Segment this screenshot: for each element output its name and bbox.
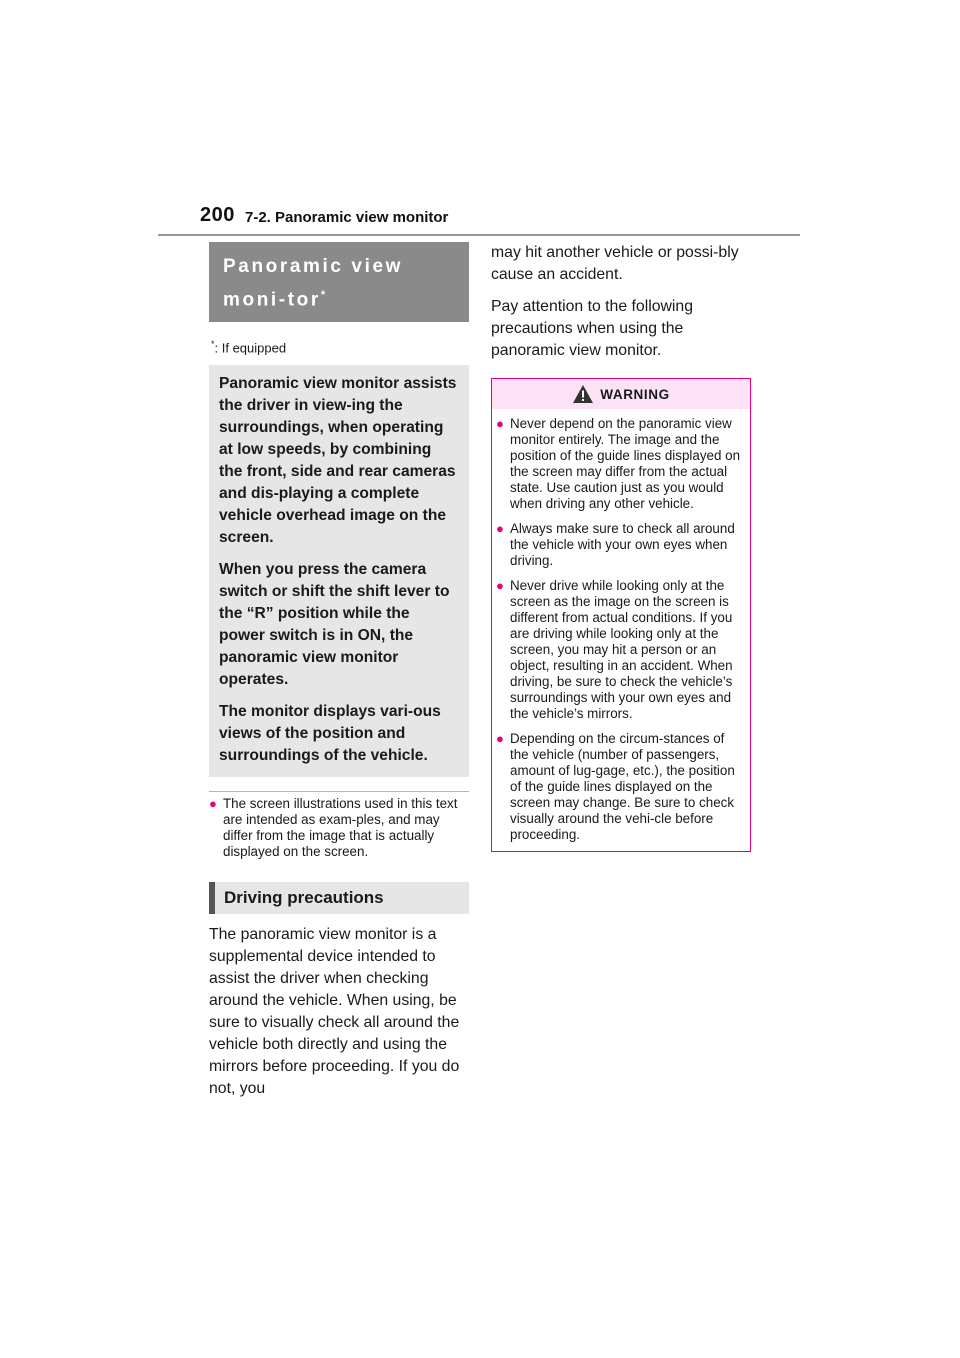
warning-body (492, 409, 750, 851)
bullet-icon: ● (209, 795, 217, 811)
bullet-icon: ● (496, 578, 504, 593)
warning-item (496, 731, 744, 843)
bullet-icon: ● (496, 416, 504, 431)
page-number: 200 (200, 204, 235, 226)
bullet-icon: ● (496, 731, 504, 746)
warning-text: Never depend on the panoramic view monitor entirely. The image and the position of the guide lines displayed on the screen may differ from the actual state. Use caution just as you would when driving any other vehicle. (510, 416, 741, 511)
header-rule (158, 234, 800, 236)
page-header (200, 204, 800, 234)
warning-text: Never drive while looking only at the screen as the image on the screen is different from actual conditions. If you are driving while looking only at the screen, you may hit a person or an object, resulting in an accident. When driving, be sure to check the vehicle’s surroundings with your own eyes and the vehicle’s mirrors. (510, 578, 733, 721)
note-item (209, 796, 469, 860)
warning-item (496, 416, 744, 512)
left-column (209, 242, 469, 1100)
subsection-heading: Driving precautions (209, 882, 469, 914)
bullet-icon: ● (496, 521, 504, 536)
warning-item (496, 578, 744, 722)
footnote (211, 336, 469, 356)
footnote-text: : If equipped (214, 340, 287, 356)
right-column (491, 242, 751, 852)
warning-header (492, 379, 750, 409)
topic-title (209, 242, 469, 322)
summary-box (209, 365, 469, 777)
warning-text: Depending on the circum-stances of the vehicle (number of passengers, amount of lug-gage, etc.), the position of the guide lines displayed on the screen may change. Be sure to check visually around the vehi-cle before proceeding. (510, 731, 735, 842)
note-divider (209, 791, 469, 792)
section-title: 7-2. Panoramic view monitor (245, 209, 449, 226)
body-paragraph-continued: may hit another vehicle or possi-bly cause an accident. (491, 244, 739, 283)
summary-paragraph: When you press the camera switch or shift the shift lever to the “R” position while the power switch is in ON, the panoramic view monitor operates. (219, 560, 450, 688)
body-paragraph: The panoramic view monitor is a supplemental device intended to assist the driver when checking around the vehicle. When using, be sure to visually check all around the vehicle both directly and using the mirrors before proceeding. If you do not, you (209, 925, 460, 1097)
body-paragraph: Pay attention to the following precautions when using the panoramic view monitor. (491, 298, 693, 359)
warning-title: WARNING (600, 386, 670, 402)
warning-triangle-icon (572, 384, 594, 404)
footnote-marker: * (320, 289, 326, 301)
footnote-mark: * (211, 339, 215, 350)
warning-item (496, 521, 744, 569)
summary-paragraph: Panoramic view monitor assists the driver in view-ing the surroundings, when operating at low speeds, by combining the front, side and rear cameras and dis-playing a complete vehicle overhead image on the screen. (219, 374, 457, 546)
summary-paragraph: The monitor displays vari-ous views of the position and surroundings of the vehicle. (219, 702, 441, 764)
warning-text: Always make sure to check all around the vehicle with your own eyes when driving. (510, 521, 735, 568)
warning-box (491, 378, 751, 852)
note-text: The screen illustrations used in this text are intended as exam-ples, and may differ from the image that is actually displayed on the screen. (223, 795, 458, 859)
topic-title-text: Panoramic view moni-tor (223, 256, 404, 311)
